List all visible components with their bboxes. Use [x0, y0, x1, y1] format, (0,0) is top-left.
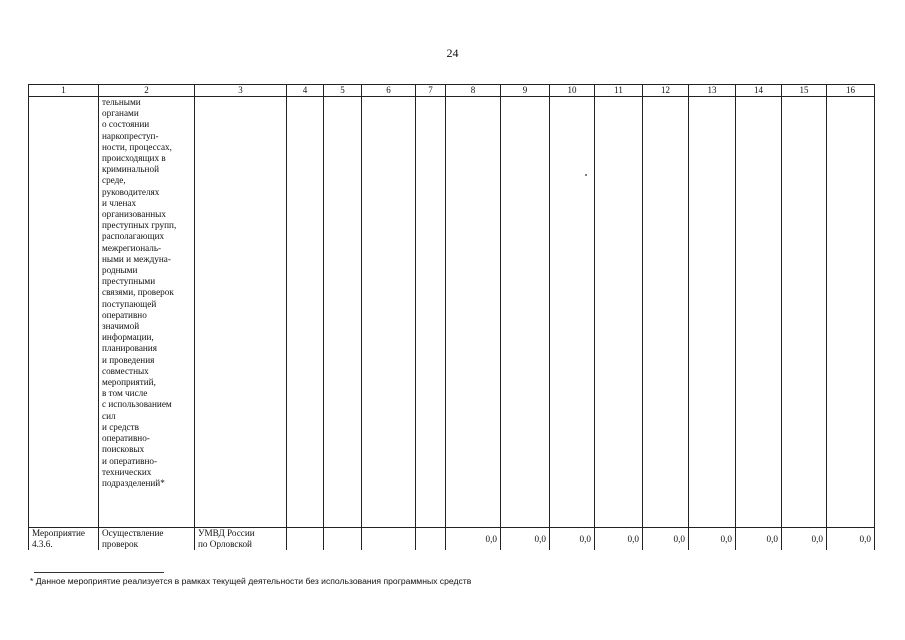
table-cell [643, 97, 689, 528]
table-cell [501, 97, 550, 528]
column-number: 6 [362, 85, 416, 97]
page-number: 24 [446, 46, 459, 60]
column-number: 8 [446, 85, 501, 97]
table-cell [362, 528, 416, 551]
table-cell [595, 97, 643, 528]
value-cell: 0,0 [782, 528, 827, 551]
value-cell: 0,0 [827, 528, 875, 551]
activity-id: Мероприятие 4.3.6. [29, 528, 99, 551]
column-number: 12 [643, 85, 689, 97]
value-cell: 0,0 [446, 528, 501, 551]
value-cell: 0,0 [595, 528, 643, 551]
column-number: 7 [416, 85, 446, 97]
column-number: 13 [689, 85, 736, 97]
value-cell: 0,0 [736, 528, 782, 551]
table-cell [362, 97, 416, 528]
table-cell [416, 528, 446, 551]
table-cell [550, 97, 595, 528]
table-cell [324, 97, 362, 528]
table-cell [827, 97, 875, 528]
table-cell [287, 528, 324, 551]
table-cell [195, 97, 287, 528]
value-cell: 0,0 [550, 528, 595, 551]
value-cell: 0,0 [643, 528, 689, 551]
column-number: 9 [501, 85, 550, 97]
activity-description: Осуществление проверок [99, 528, 195, 551]
table-cell [689, 97, 736, 528]
table-cell [324, 528, 362, 551]
activity-row-4-3-6 [29, 528, 875, 551]
column-number: 10 [550, 85, 595, 97]
column-number: 11 [595, 85, 643, 97]
program-table [28, 84, 875, 550]
continuation-row [29, 97, 875, 528]
column-number: 3 [195, 85, 287, 97]
scan-speck [585, 174, 587, 176]
column-number: 16 [827, 85, 875, 97]
table-cell [782, 97, 827, 528]
table-cell [287, 97, 324, 528]
footnote-text: * Данное мероприятие реализуется в рамках текущей деятельности без использования программных средств [30, 576, 472, 586]
column-number: 1 [29, 85, 99, 97]
value-cell: 0,0 [501, 528, 550, 551]
column-number: 4 [287, 85, 324, 97]
table-cell [29, 97, 99, 528]
column-number: 15 [782, 85, 827, 97]
activity-description-continued: тельными органами о состоянии наркопреступ- ности, процессах, происходящих в криминальной среде, руководителях и членах организованных преступных групп, располагающих межрегиональ- ными и междуна- родными преступными связями, проверок поступающей оперативно значимой информации, планирования и проведения совместных мероприятий, в том числе с использованием сил и средств оперативно- поисковых и оперативно- технических подразделений* [99, 97, 195, 528]
table-cell [416, 97, 446, 528]
responsible-executor: УМВД России по Орловской [195, 528, 287, 551]
column-number: 2 [99, 85, 195, 97]
table-cell [736, 97, 782, 528]
footnote-divider [34, 572, 164, 573]
column-number-row [29, 85, 875, 97]
value-cell: 0,0 [689, 528, 736, 551]
column-number: 14 [736, 85, 782, 97]
column-number: 5 [324, 85, 362, 97]
table-cell [446, 97, 501, 528]
